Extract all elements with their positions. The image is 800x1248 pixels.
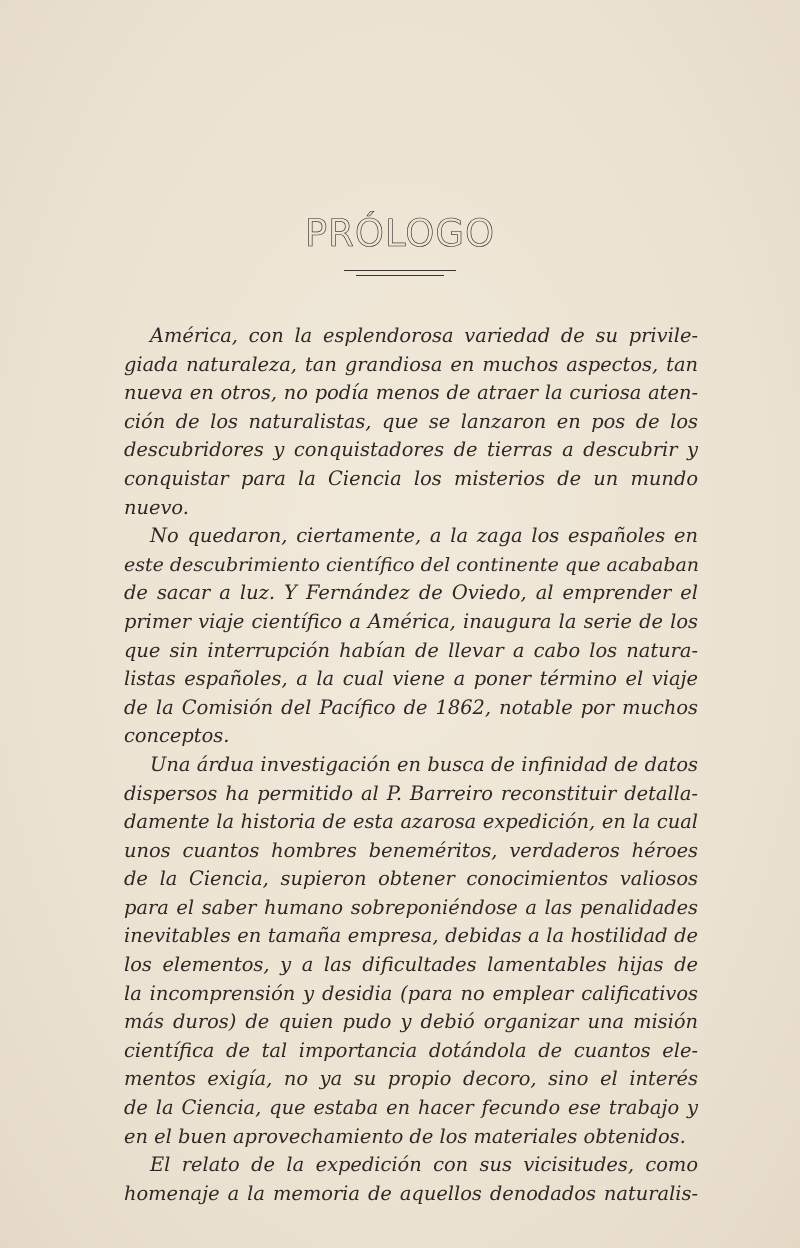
text-line: damente la historia de esta azarosa expedición, en la cual [124,810,698,834]
text-line: primer viaje científico a América, inaugura la serie de los [124,609,698,633]
text-line: homenaje a la memoria de aquellos denodados naturalis- [124,1181,698,1205]
text-line: listas españoles, a la cual viene a poner término el viaje [124,667,698,691]
text-line: conceptos. [124,724,230,748]
body-text [124,322,698,1208]
title-rule-top [344,270,456,271]
text-line: No quedaron, ciertamente, a la zaga los españoles en [150,524,698,548]
text-line: giada naturaleza, tan grandiosa en muchos aspectos, tan [124,352,698,376]
text-line: El relato de la expedición con sus vicisitudes, como [150,1153,698,1177]
text-line: nueva en otros, no podía menos de atraer la curiosa aten- [124,381,698,405]
text-line: de sacar a luz. Y Fernández de Oviedo, al emprender el [124,581,698,605]
text-line: descubridores y conquistadores de tierras a descubrir y [124,438,698,462]
text-line: los elementos, y a las dificultades lamentables hijas de [124,953,698,977]
text-line: que sin interrupción habían de llevar a cabo los natura- [124,638,698,662]
text-line: más duros) de quien pudo y debió organizar una misión [124,1010,698,1034]
text-line: conquistar para la Ciencia los misterios de un mundo [124,466,698,490]
text-line: América, con la esplendorosa variedad de su privile- [150,324,698,347]
title-rule-bottom [356,275,444,276]
text-line: este descubrimiento científico del continente que acababan [124,553,700,576]
page-title: PRÓLOGO [304,212,496,255]
text-line: unos cuantos hombres beneméritos, verdaderos héroes [124,838,698,862]
text-line: científica de tal importancia dotándola de cuantos ele- [124,1038,698,1062]
text-line: dispersos ha permitido al P. Barreiro reconstituir detalla- [124,781,698,805]
text-line: para el saber humano sobreponiéndose a las penalidades [124,895,698,919]
text-line: nuevo. [124,495,189,519]
text-line: Una árdua investigación en busca de infinidad de datos [150,752,698,776]
text-line: mentos exigía, no ya su propio decoro, sino el interés [124,1067,698,1091]
text-line: la incomprensión y desidia (para no emplear calificativos [124,981,698,1005]
text-line: inevitables en tamaña empresa, debidas a la hostilidad de [124,924,698,948]
text-line: ción de los naturalistas, que se lanzaron en pos de los [124,409,698,433]
text-line: de la Ciencia, supieron obtener conocimientos valiosos [124,867,698,891]
text-line: de la Comisión del Pacífico de 1862, notable por muchos [124,695,698,719]
text-line: en el buen aprovechamiento de los materiales obtenidos. [124,1124,686,1148]
text-line: de la Ciencia, que estaba en hacer fecundo ese trabajo y [124,1096,698,1120]
